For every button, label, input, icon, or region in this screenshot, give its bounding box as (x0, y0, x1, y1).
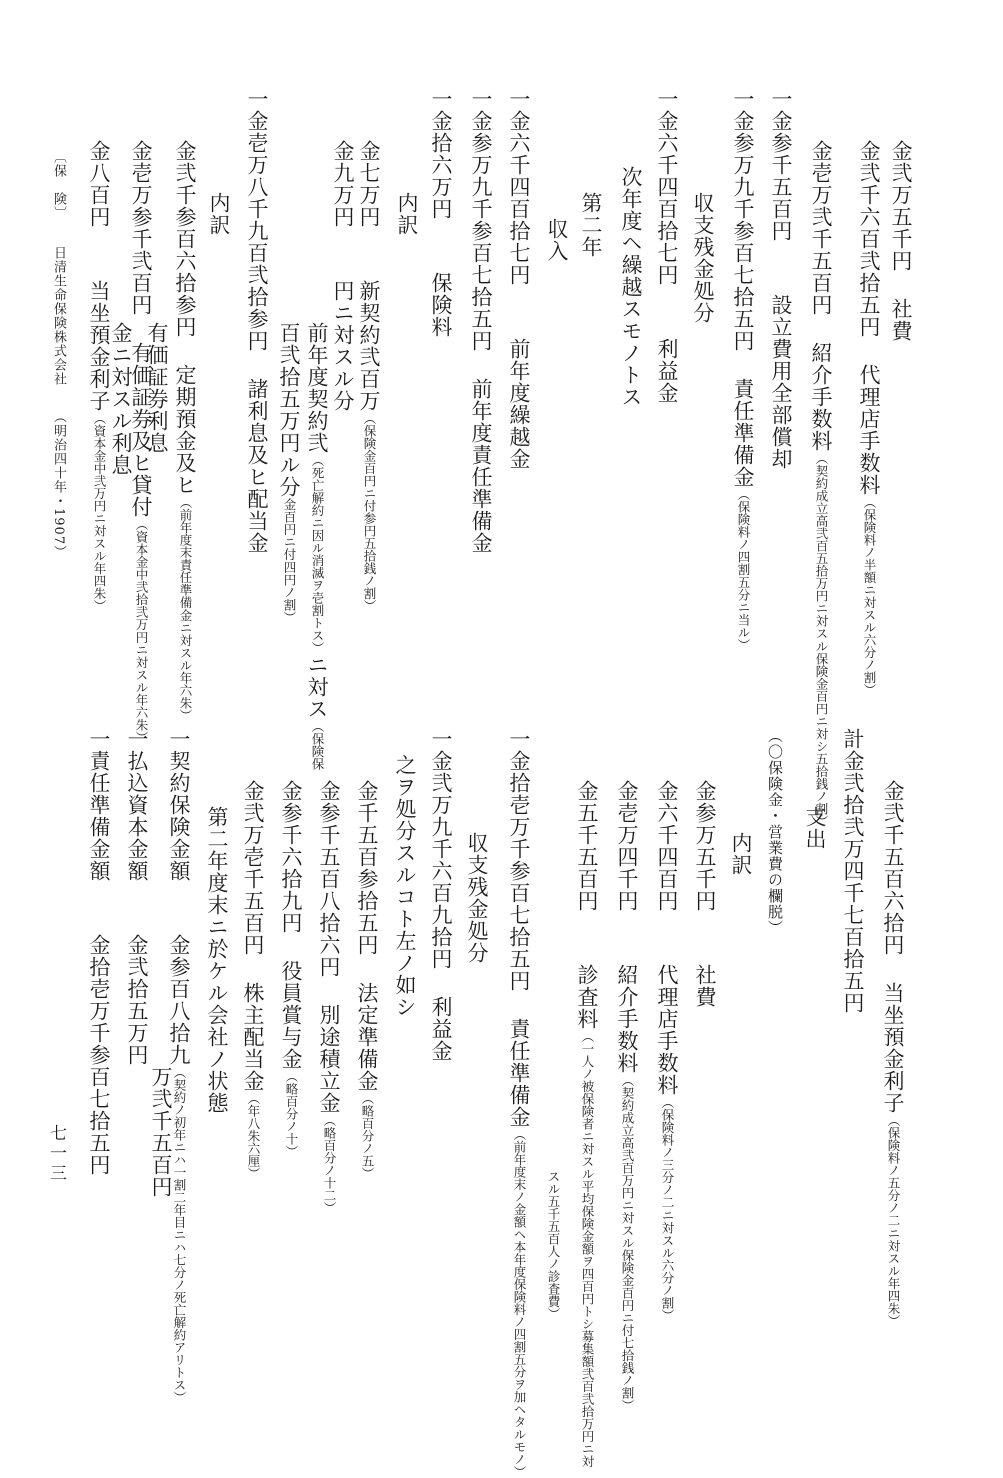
column-text: 一金拾六万円 (429, 88, 453, 220)
text-column (692, 728, 718, 1008)
text-column (428, 88, 454, 338)
column-text: 万弐千五百円 (149, 1066, 173, 1198)
annotation-note (362, 412, 376, 612)
text-column (354, 728, 380, 1180)
text-column (464, 728, 490, 964)
text-column (86, 88, 112, 612)
annotation-note (546, 1170, 560, 1320)
text-column (304, 88, 330, 770)
annotation-line: 金百円ニ付 (282, 498, 297, 561)
annotation-note (862, 496, 876, 696)
annotation-note (282, 498, 296, 623)
column-text: 前年度契約弐 (305, 322, 329, 454)
column-text: （〇保険金・営業費の欄脱） (766, 728, 784, 936)
column-text: 金参千五百八拾六円 (317, 780, 341, 978)
column-text: 金参百八拾九 (167, 934, 191, 1066)
column-text: 収支残金処分 (691, 192, 715, 324)
annotation-note (178, 496, 192, 721)
column-text: 一金参千五百円 (769, 88, 793, 242)
annotation-line: （契約成立高弐百万円ニ対スル (620, 1074, 635, 1249)
column-text: 一金拾壱万千参百七拾五円 (507, 728, 531, 992)
column-text: 一金壱万八千九百弐拾参円 (245, 88, 269, 352)
text-column (506, 728, 532, 1478)
annotation-note (310, 454, 324, 654)
annotation-note (92, 412, 106, 612)
column-text: 当坐預金利子 (87, 280, 111, 412)
column-text: 紹介手数料 (809, 342, 833, 452)
column-text: ル分 (277, 454, 301, 498)
column-text: 前年度繰越金 (507, 338, 531, 470)
column-text: 紹介手数料 (615, 964, 639, 1074)
text-column (86, 728, 112, 1176)
annotation-line: （略百分ノ十二） (322, 1114, 337, 1214)
annotation-line: （保険料ノ五分ノ二 (886, 1114, 901, 1227)
text-column (356, 88, 382, 612)
annotation-line: （保険料ノ半額ニ (862, 496, 877, 596)
column-text: 一契約保険金額 (167, 728, 191, 882)
column-text: 定期預金及ヒ (173, 364, 197, 496)
text-column (124, 728, 150, 1066)
column-text: 金壱万四千円 (615, 780, 639, 912)
text-column (730, 88, 756, 651)
column-text: 一金六千四百拾七円 (507, 88, 531, 286)
column-text: 有価証券利息 (145, 322, 169, 454)
annotation-line: ヲ四百円トシ募集額弐百弐拾万円ニ対 (580, 1255, 595, 1468)
footer-category: 〔保 険〕 (51, 150, 66, 220)
annotation-line: 険保 (310, 745, 325, 770)
annotation-line: （前年度末ノ金額ヘ本年度保険 (512, 1128, 527, 1303)
column-text: 責任準備金 (507, 1018, 531, 1128)
column-text: 金五千五百円 (575, 780, 599, 912)
text-column (316, 728, 342, 1214)
column-text: 株主配当金 (241, 982, 265, 1092)
annotation-line: 参円五拾銭ノ割） (362, 512, 377, 612)
text-column (654, 88, 680, 404)
text-column (654, 728, 680, 1321)
text-column (802, 728, 828, 850)
annotation-line: （保険料ノ三分ノ二 (660, 1096, 675, 1209)
annotation-line: （保険料ノ四割 (736, 488, 751, 576)
column-text: 保険料 (429, 272, 453, 338)
annotation-line: （契約ノ初年ニハ一割二年目ニ (172, 1066, 187, 1241)
column-text: ニ対ス (305, 654, 329, 720)
column-text: 金九万円 (331, 140, 355, 228)
annotation-note (360, 1092, 374, 1180)
column-text: 社費 (889, 298, 913, 342)
column-text: 一払込資本金額 (125, 728, 149, 882)
annotation-line: スル五千五百 (546, 1170, 561, 1245)
column-text: 金弐千六百弐拾五円 (857, 140, 881, 338)
column-text: 有価証券及ヒ貸付 (129, 342, 153, 518)
annotation-line: （一人ノ被保険者ニ対スル平均保険金額 (580, 1030, 595, 1255)
text-column (690, 88, 716, 324)
text-column (888, 88, 914, 342)
column-text: 金拾壱万千参百七拾五円 (87, 934, 111, 1176)
column-text: 診査料 (575, 964, 599, 1030)
column-text: 新契約弐百万 (357, 280, 381, 412)
text-column (540, 728, 566, 1320)
text-column (856, 88, 882, 696)
column-text: 別途積立金 (317, 1004, 341, 1114)
column-text: 円ニ対スル分 (331, 280, 355, 412)
annotation-line: 金ニ対スル年六朱） (178, 608, 193, 721)
annotation-note (284, 1070, 298, 1158)
text-column (544, 88, 570, 262)
text-column (880, 728, 906, 1327)
column-text: 次年度ヘ繰越スモノトス (619, 166, 643, 408)
annotation-note (736, 488, 750, 651)
column-text: 金壱万参千弐百円 (129, 140, 153, 316)
lower-section (0, 728, 1003, 1478)
annotation-line: （死亡解約ニ因ル (310, 454, 325, 554)
annotation-line: ハ七分ノ死亡解約アリトス） (172, 1241, 187, 1404)
column-text: 計金弐拾弐万四千七百拾五円 (841, 728, 865, 1014)
column-text: 第二年 (579, 192, 603, 258)
column-text: 設立費用全部償却 (769, 294, 793, 470)
text-column (204, 728, 230, 1114)
column-text: 金弐万五千円 (889, 140, 913, 272)
text-column (506, 88, 532, 470)
column-text: 法定準備金 (355, 982, 379, 1092)
text-column (394, 88, 420, 236)
text-column (618, 88, 644, 408)
annotation-line: （年八朱六厘） (246, 1092, 261, 1180)
annotation-line: 保険金百円ニ付七拾銭ノ割） (620, 1249, 635, 1412)
column-text: 一責任準備金額 (87, 728, 111, 882)
annotation-note (172, 1066, 186, 1404)
text-column (244, 88, 270, 554)
text-column (468, 88, 494, 554)
column-text: 金八百円 (87, 140, 111, 228)
text-column (728, 728, 754, 876)
annotation-line: ニ対スル年四朱） (92, 512, 107, 612)
column-text: 役員賞与金 (279, 960, 303, 1070)
annotation-note (134, 518, 148, 743)
column-text: 百弐拾五万円 (277, 322, 301, 454)
annotation-line: 五分ニ当ル） (736, 575, 751, 651)
annotation-note (660, 1096, 674, 1321)
column-text: 金壱万弐千五百円 (809, 140, 833, 316)
annotation-line: （資本金中弐万円 (92, 412, 107, 512)
annotation-line: （略百分ノ五） (360, 1092, 375, 1180)
column-text: 代理店手数料 (857, 364, 881, 496)
annotation-line: 対スル六分ノ割） (862, 596, 877, 696)
text-column (428, 728, 454, 1062)
text-column (768, 88, 794, 470)
footer-company: 日清生命保険株式会社 (51, 246, 66, 386)
column-text: 支出 (803, 806, 827, 850)
annotation-line: （略百分ノ十） (284, 1070, 299, 1158)
annotation-line: （契約成立高弐百五拾万円ニ対ス (814, 452, 829, 640)
text-column (172, 88, 198, 721)
column-text: 金弐千五百六拾円 (881, 780, 905, 956)
annotation-note (620, 1074, 634, 1412)
column-text: 金ニ対スル利息 (109, 322, 133, 476)
column-text: 社費 (693, 964, 717, 1008)
column-text: 金参千六拾九円 (279, 780, 303, 934)
column-text: 責任準備金 (731, 378, 755, 488)
annotation-line: （資本金中弐拾弐万 (134, 518, 149, 631)
column-text: 一金参万九千参百七拾五円 (469, 88, 493, 352)
annotation-line: （保険金百円ニ付 (362, 412, 377, 512)
annotation-line: 消滅ヲ壱割トス） (310, 554, 325, 654)
annotation-line: ル保険金百円ニ対シ五拾銭ノ割） (814, 639, 829, 827)
column-text: 金七万円 (357, 140, 381, 228)
column-text: 代理店手数料 (655, 964, 679, 1096)
column-text: 金六千四百円 (655, 780, 679, 912)
text-column (808, 88, 834, 827)
column-text: 諸利息及ヒ配当金 (245, 378, 269, 554)
column-text: 収支残金処分 (465, 832, 489, 964)
column-text: 金参万五千円 (693, 780, 717, 912)
annotation-line: （保 (310, 720, 325, 745)
column-text: 一金弐万九千六百九拾円 (429, 728, 453, 970)
footer-date: （明治四十年・1907） (51, 410, 66, 560)
annotation-note (580, 1030, 594, 1468)
annotation-line: （前年度末責任準備 (178, 496, 193, 609)
column-text: 利益金 (655, 338, 679, 404)
annotation-line: 四円ノ割） (282, 560, 297, 623)
column-text: 前年度責任準備金 (469, 378, 493, 554)
text-column (578, 88, 604, 258)
annotation-line: 人ノ診査費） (546, 1245, 561, 1320)
column-text: 金弐拾五万円 (125, 934, 149, 1066)
text-column (278, 728, 304, 1158)
text-column (840, 728, 866, 1014)
column-text: 内訳 (729, 832, 753, 876)
text-column (148, 728, 174, 1198)
text-column (574, 728, 600, 1468)
column-text: 金弐万壱千五百円 (241, 780, 265, 956)
annotation-note (246, 1092, 260, 1180)
column-text: 内訳 (207, 192, 231, 236)
column-text: 金弐千参百六拾参円 (173, 140, 197, 338)
column-text: 当坐預金利子 (881, 982, 905, 1114)
annotation-note (886, 1114, 900, 1327)
text-column (240, 728, 266, 1180)
text-column (762, 728, 788, 936)
column-text: 之ヲ処分スルコト左ノ如シ (393, 754, 417, 1018)
text-column (614, 728, 640, 1412)
annotation-line: ニ対スル年四朱） (886, 1226, 901, 1327)
column-text: 収入 (545, 218, 569, 262)
column-text: 内訳 (395, 192, 419, 236)
column-text: 金千五百参拾五円 (355, 780, 379, 956)
annotation-line: ニ対スル六分ノ割） (660, 1208, 675, 1321)
text-column (330, 88, 356, 412)
text-column (276, 88, 302, 623)
annotation-line: 料ノ四割五分ヲ加ヘタルモノ） (512, 1303, 527, 1478)
text-column (206, 88, 232, 236)
text-column (392, 728, 418, 1018)
column-text: 利益金 (429, 996, 453, 1062)
column-text: 一金六千四百拾七円 (655, 88, 679, 286)
column-text: 一金参万九千参百七拾五円 (731, 88, 755, 352)
annotation-line: 円ニ対スル年六朱） (134, 630, 149, 743)
page-number: 七一三 (46, 1124, 66, 1184)
annotation-note (322, 1114, 336, 1214)
column-text: 第二年度末ニ於ケル会社ノ状態 (205, 806, 229, 1114)
annotation-note (512, 1128, 526, 1478)
